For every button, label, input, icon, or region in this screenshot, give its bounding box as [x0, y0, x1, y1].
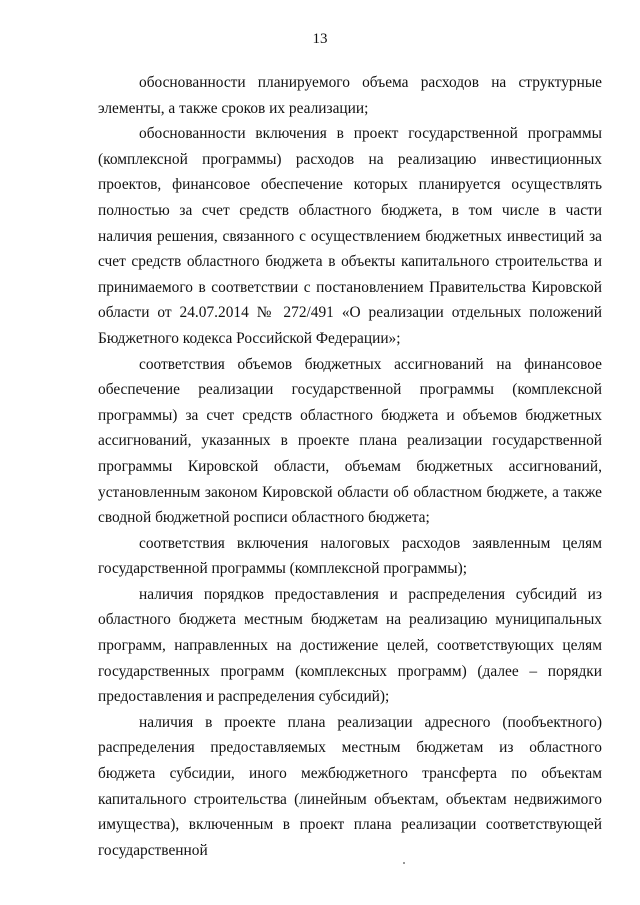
- document-body: [98, 70, 602, 863]
- paragraph-5: наличия порядков предоставления и распределения субсидий из областного бюджета местным бюджетам на реализацию муниципальных программ, направленных на достижение целей, соответствующих целям государственных программ (комплексных программ) (далее – порядки предоставления и распределения субсидий);: [98, 585, 602, 706]
- paragraph-3: соответствия объемов бюджетных ассигнований на финансовое обеспечение реализации государственной программы (комплексной программы) за счет средств областного бюджета и объемов бюджетных ассигнований, указанных в проекте плана реализации государственной программы Кировской области, объемам бюджетных ассигнований, установленным законом Кировской области об областном бюджете, а также сводной бюджетной росписи областного бюджета;: [98, 355, 602, 527]
- scan-speck: [403, 862, 405, 864]
- paragraph-1: обоснованности планируемого объема расходов на структурные элементы, а также сроков их реализации;: [98, 74, 602, 117]
- paragraph-2: обоснованности включения в проект государственной программы (комплексной программы) расходов на реализацию инвестиционных проектов, финансовое обеспечение которых планируется осуществлять полностью за счет средств областного бюджета, в том числе в части наличия решения, связанного с осуществлением бюджетных инвестиций за счет средств областного бюджета в объекты капитального строительства и принимаемого в соответствии с постановлением Правительства Кировской области от 24.07.2014 № 272/491 «О реализации отдельных положений Бюджетного кодекса Российской Федерации»;: [98, 125, 602, 347]
- paragraph-6: наличия в проекте плана реализации адресного (пообъектного) распределения предоставляемых местным бюджетам из областного бюджета субсидии, иного межбюджетного трансферта по объектам капитального строительства (линейным объектам, объектам недвижимого имущества), включенным в проект плана реализации соответствующей государственной: [98, 713, 602, 859]
- page-number: 13: [312, 31, 328, 47]
- paragraph-4: соответствия включения налоговых расходов заявленным целям государственной программы (комплексной программы);: [98, 534, 602, 578]
